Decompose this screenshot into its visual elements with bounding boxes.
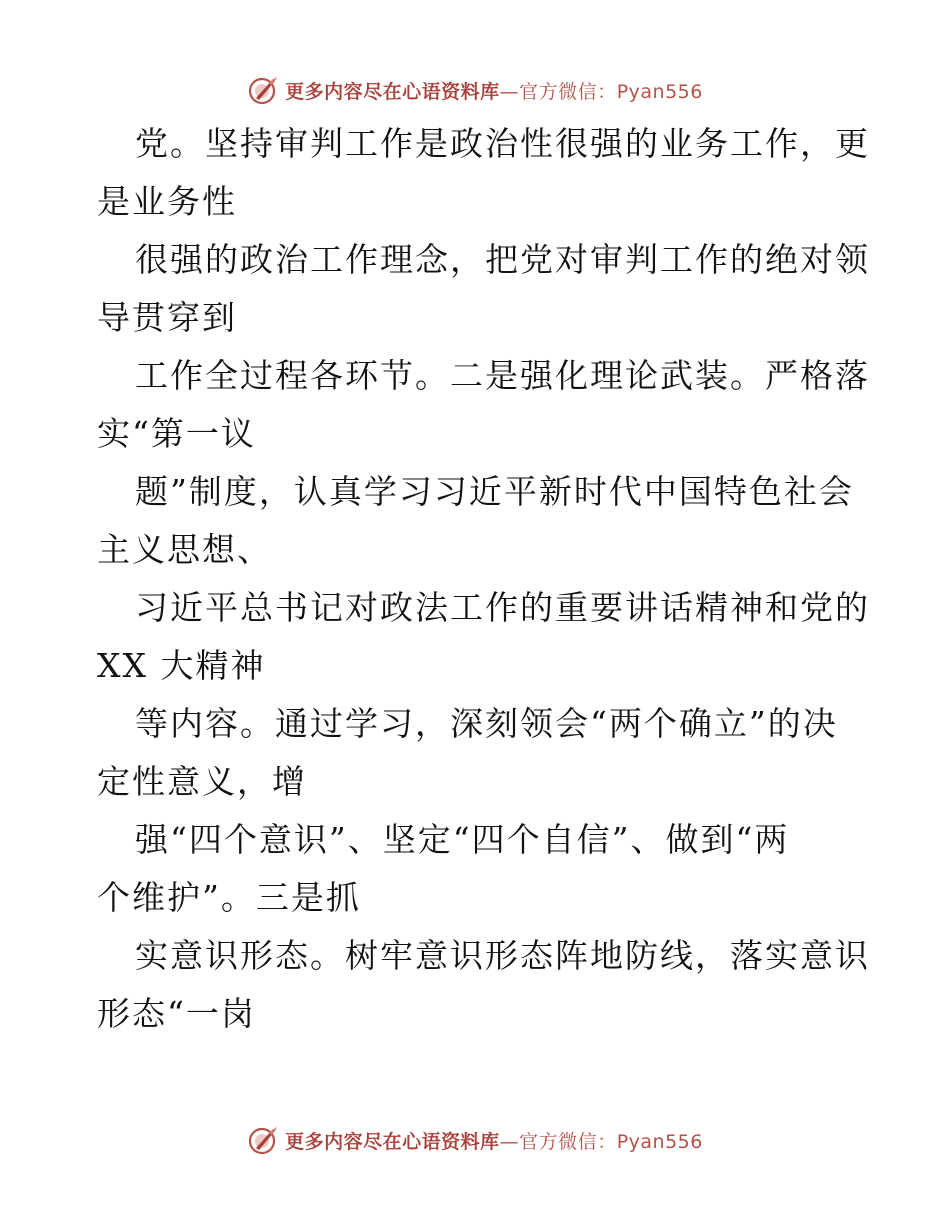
paragraph-first-line: 强“四个意识”、坚定“四个自信”、做到“两 [135,820,790,859]
paragraph-first-line: 题”制度，认真学习习近平新时代中国特色社会 [135,472,854,511]
footer-watermark [0,1120,950,1160]
paragraph-continuation-line: 实“第一议 [97,414,256,453]
header-watermark [0,70,950,110]
watermark-site-label: 更多内容尽在心语资料库 [285,80,500,103]
watermark-text [285,1127,703,1154]
paragraph-line [97,347,870,463]
paragraph-line [97,927,870,1043]
paragraph-first-line: 习近平总书记对政法工作的重要讲话精神和党的 [135,588,870,627]
watermark-dash: — [499,80,520,103]
watermark-wechat-label: 官方微信： [519,80,617,103]
watermark-text [285,77,703,104]
paragraph-line [97,463,857,579]
paragraph-continuation-line: 导贯穿到 [97,298,237,337]
paragraph-continuation-line: 个维护”。三是抓 [97,878,361,917]
paragraph-continuation-line: 是业务性 [97,182,237,221]
paragraph-first-line: 很强的政治工作理念，把党对审判工作的绝对领 [135,240,870,279]
paragraph-line [97,231,870,347]
paragraph-first-line: 工作全过程各环节。二是强化理论武装。严格落 [135,356,870,395]
quill-logo-icon [247,74,279,106]
paragraph-first-line: 实意识形态。树牢意识形态阵地防线，落实意识 [135,936,870,975]
watermark-wechat-id: Pyan556 [616,1130,703,1153]
watermark-wechat-label: 官方微信： [519,1130,617,1153]
watermark-dash: — [499,1130,520,1153]
paragraph-continuation-line: 定性意义，增 [97,762,307,801]
document-body [97,115,870,1043]
paragraph-line [97,115,870,231]
paragraph-line [97,695,857,811]
paragraph-line [97,811,857,927]
paragraph-first-line: 党。坚持审判工作是政治性很强的业务工作，更 [135,124,870,163]
watermark-site-label: 更多内容尽在心语资料库 [285,1130,500,1153]
quill-logo-icon [247,1124,279,1156]
paragraph-continuation-line: XX 大精神 [97,646,266,685]
paragraph-continuation-line: 主义思想、 [97,530,272,569]
paragraph-first-line: 等内容。通过学习，深刻领会“两个确立”的决 [135,704,838,743]
paragraph-line [97,579,870,695]
watermark-wechat-id: Pyan556 [616,80,703,103]
paragraph-continuation-line: 形态“一岗 [97,994,256,1033]
